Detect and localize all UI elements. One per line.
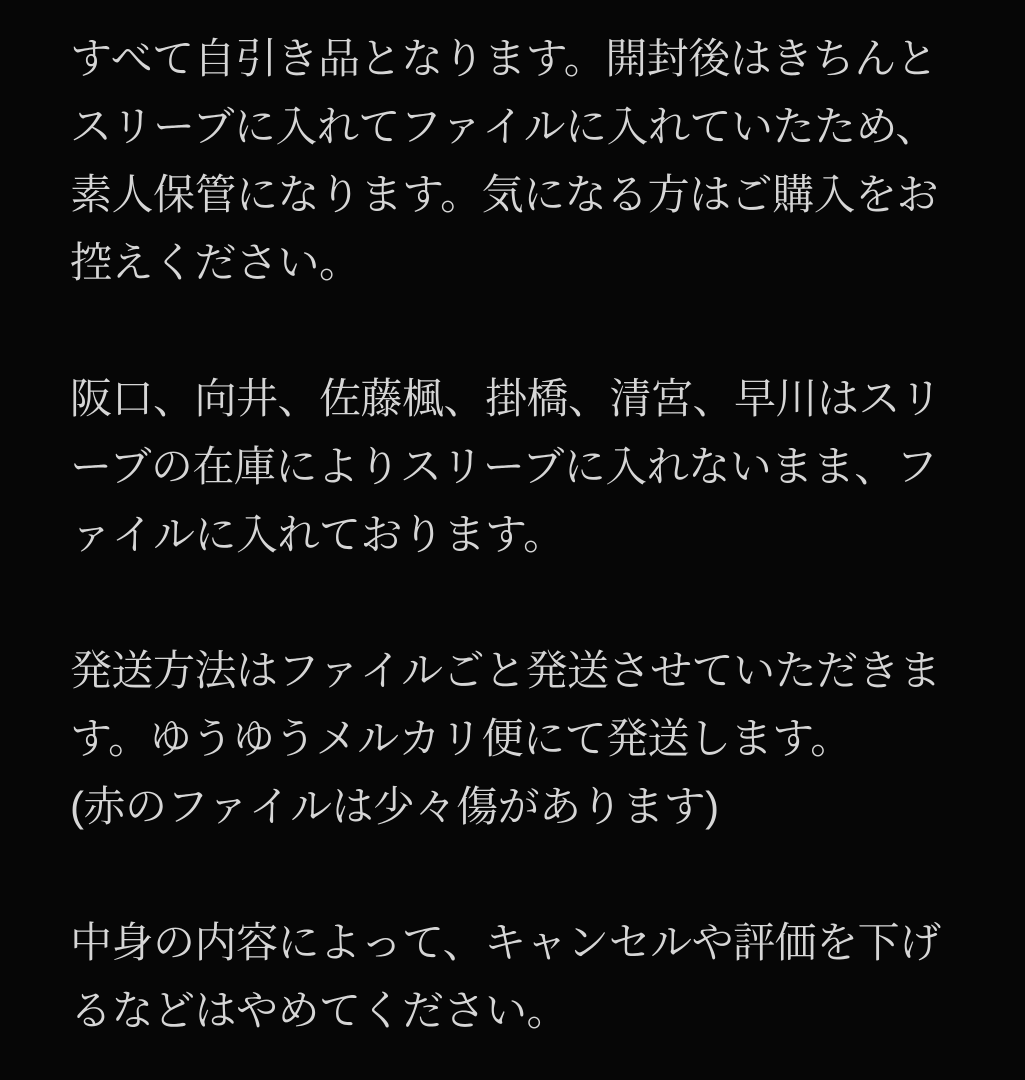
text-line: るなどはやめてください。 <box>70 987 569 1034</box>
paragraph-sleeve-note <box>70 365 970 569</box>
text-line: 阪口、向井、佐藤楓、掛橋、清宮、早川はスリ <box>70 375 942 422</box>
text-line: ーブの在庫によりスリーブに入れないまま、フ <box>70 443 938 490</box>
text-line: (赤のファイルは少々傷があります) <box>70 783 719 830</box>
text-line: 中身の内容によって、キャンセルや評価を下げ <box>70 919 941 966</box>
paragraph-cancel-warning <box>70 909 970 1045</box>
text-line: 発送方法はファイルごと発送させていただきま <box>70 647 941 694</box>
paragraph-storage-note <box>70 25 970 297</box>
text-line: スリーブに入れてファイルに入れていたため、 <box>70 103 937 150</box>
text-line: 控えください。 <box>70 239 361 286</box>
paragraph-shipping-note <box>70 637 970 841</box>
text-line: す。ゆうゆうメルカリ便にて発送します。 <box>70 715 852 762</box>
text-line: 素人保管になります。気になる方はご購入をお <box>70 171 939 218</box>
text-line: ァイルに入れております。 <box>70 511 565 558</box>
text-line: すべて自引き品となります。開封後はきちんと <box>70 35 938 82</box>
